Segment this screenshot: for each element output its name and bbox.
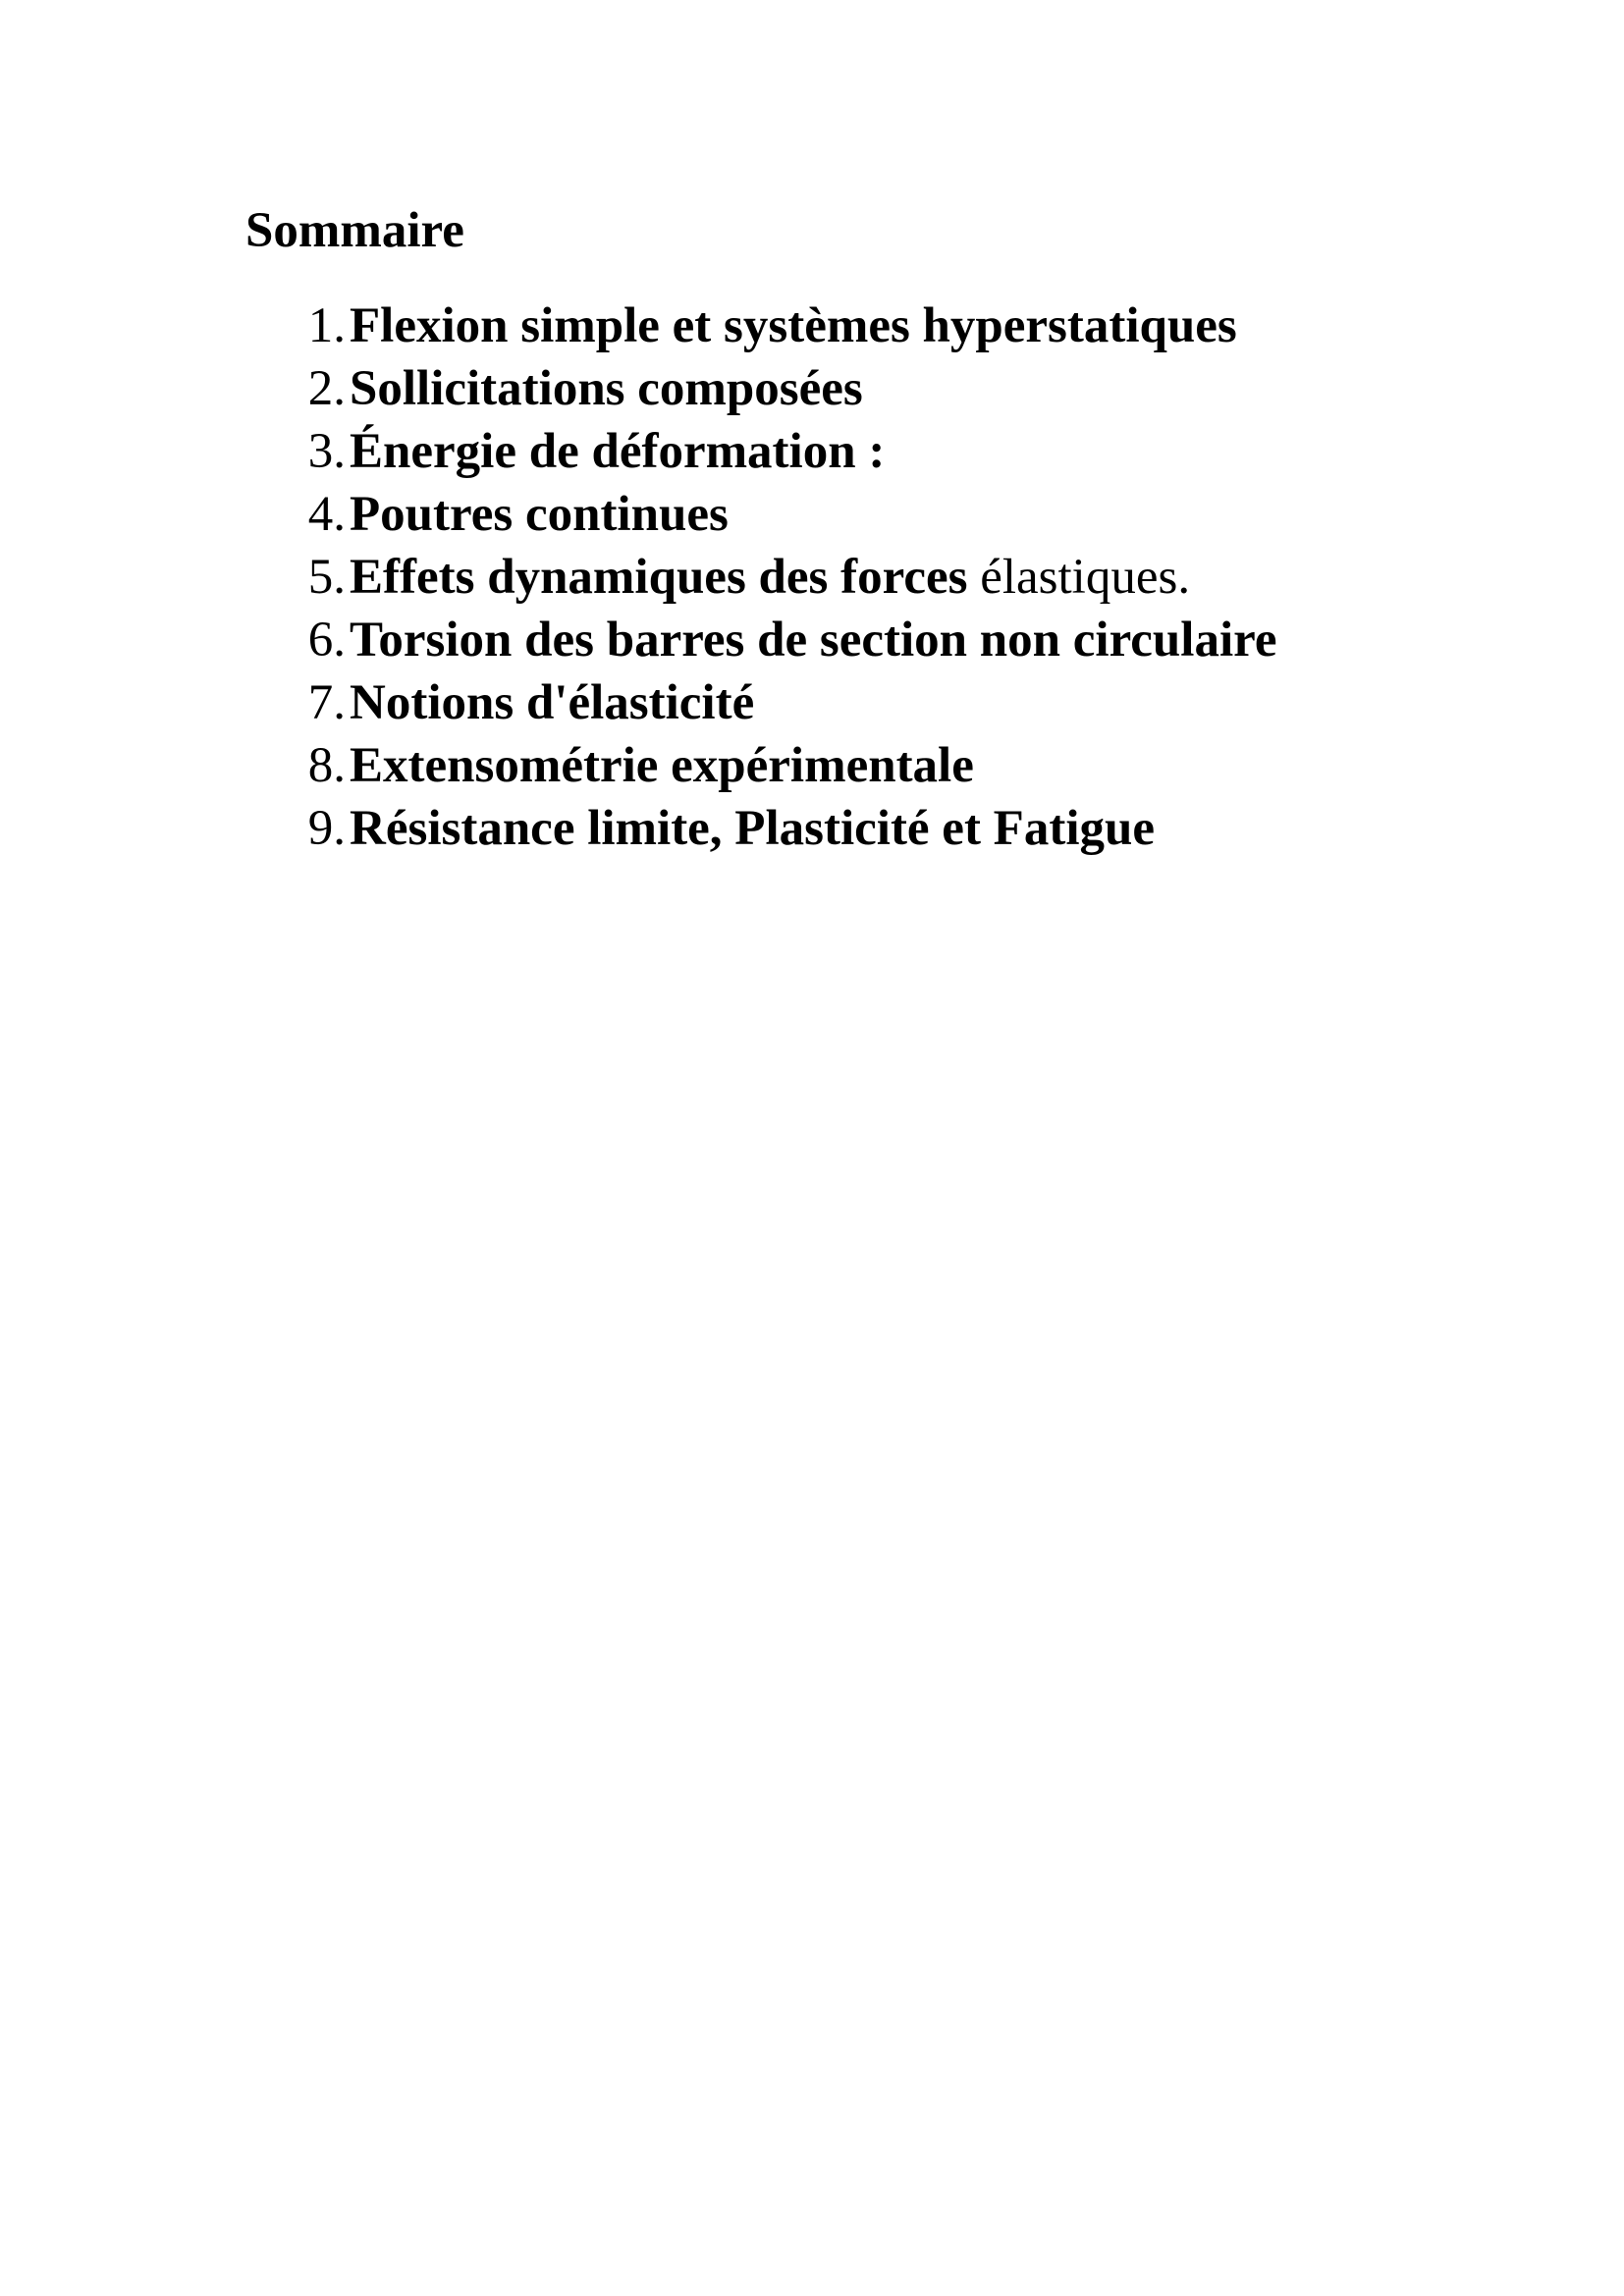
toc-item-number: 9. — [307, 801, 346, 856]
toc-item-title: Énergie de déformation : — [350, 424, 886, 479]
toc-item-title: Résistance limite, Plasticité et Fatigue — [350, 801, 1155, 856]
toc-item-title: Notions d'élasticité — [350, 675, 755, 730]
toc-item — [285, 483, 1276, 546]
toc-item — [285, 671, 1276, 734]
toc-item-number: 2. — [307, 361, 346, 416]
toc-item — [285, 797, 1276, 860]
toc-item-title: Sollicitations composées — [350, 361, 863, 416]
toc-item-number: 3. — [307, 424, 346, 479]
toc-item-title: Torsion des barres de section non circulaire — [350, 613, 1277, 667]
toc-item — [285, 420, 1276, 483]
toc-item-suffix: élastiques. — [967, 550, 1191, 605]
toc-item — [285, 357, 1276, 420]
toc-item-number: 1. — [307, 298, 346, 353]
toc-item — [285, 294, 1276, 357]
table-of-contents — [285, 294, 1276, 860]
toc-item-title: Flexion simple et systèmes hyperstatiques — [350, 298, 1237, 353]
toc-item-number: 5. — [307, 550, 346, 605]
toc-item-title: Poutres continues — [350, 487, 729, 542]
toc-item — [285, 546, 1276, 609]
toc-item-title: Effets dynamiques des forces — [350, 550, 968, 605]
toc-item-number: 4. — [307, 487, 346, 542]
toc-item-title: Extensométrie expérimentale — [350, 738, 974, 793]
toc-item-number: 7. — [307, 675, 346, 730]
toc-item — [285, 734, 1276, 797]
page-title: Sommaire — [245, 203, 464, 258]
toc-item-number: 6. — [307, 613, 346, 667]
toc-item-number: 8. — [307, 738, 346, 793]
toc-item — [285, 609, 1276, 671]
